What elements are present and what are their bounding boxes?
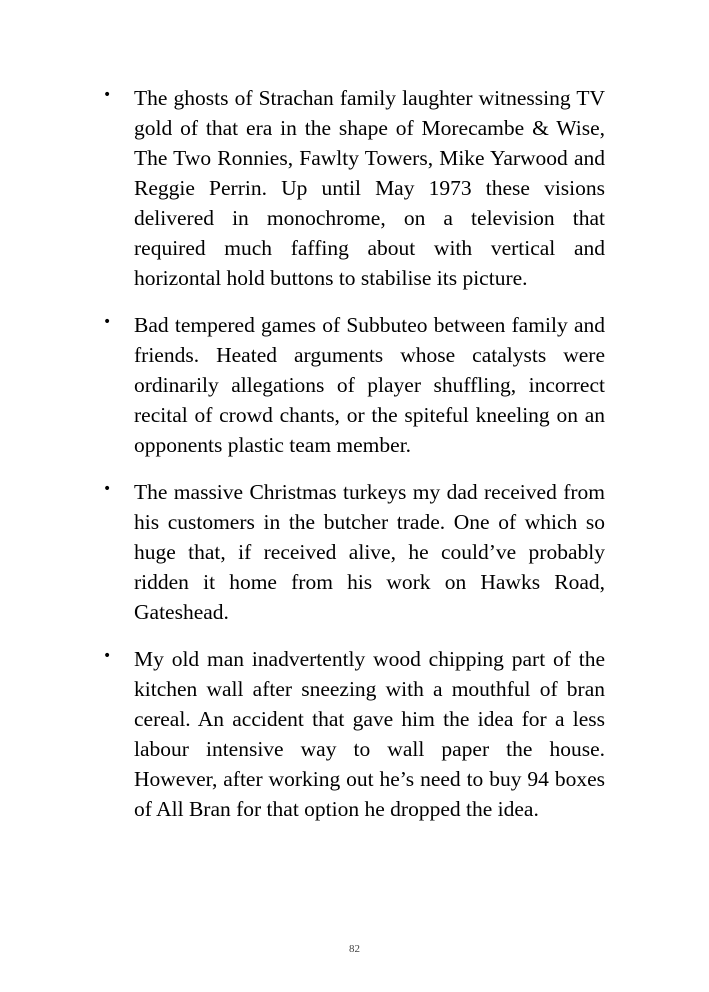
bullet-icon: • — [103, 314, 112, 330]
bullet-icon: • — [103, 481, 112, 497]
bullet-icon: • — [103, 648, 112, 664]
paragraph-text: The massive Christmas turkeys my dad received from his customers in the butcher trade. One of which so huge that, if received alive, he could’ve probably ridden it home from his work on Hawks Road, Gateshead. — [134, 480, 605, 624]
list-item — [101, 310, 605, 460]
page-number: 82 — [349, 943, 360, 955]
bullet-icon: • — [103, 87, 112, 103]
bullet-list — [101, 83, 605, 841]
list-item — [101, 83, 605, 293]
paragraph-text: Bad tempered games of Subbuteo between family and friends. Heated arguments whose catalysts were ordinarily allegations of player shuffling, incorrect recital of crowd chants, or the spiteful kneeling on an opponents plastic team member. — [134, 313, 605, 457]
paragraph-text: My old man inadvertently wood chipping part of the kitchen wall after sneezing with a mouthful of bran cereal. An accident that gave him the idea for a less labour intensive way to wall paper the house. However, after working out he’s need to buy 94 boxes of All Bran for that option he dropped the idea. — [134, 647, 605, 821]
list-item — [101, 644, 605, 824]
list-item — [101, 477, 605, 627]
paragraph-text: The ghosts of Strachan family laughter witnessing TV gold of that era in the shape of Morecambe & Wise, The Two Ronnies, Fawlty Towers, Mike Yarwood and Reggie Perrin. Up until May 1973 these visions delivered in monochrome, on a television that required much faffing about with vertical and horizontal hold buttons to stabilise its picture. — [134, 86, 605, 290]
